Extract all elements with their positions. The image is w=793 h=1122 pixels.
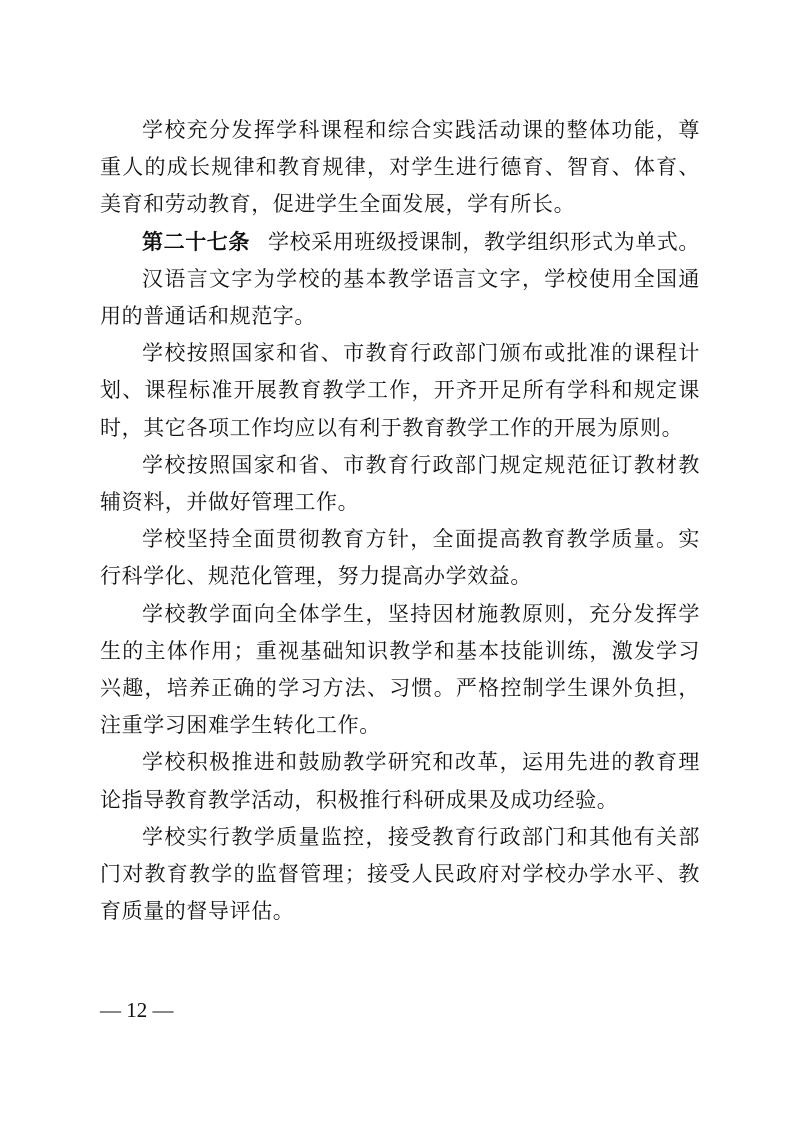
paragraph-7: 学校教学面向全体学生，坚持因材施教原则，充分发挥学生的主体作用；重视基础知识教学和基本技能训练，激发学习兴趣，培养正确的学习方法、习惯。严格控制学生课外负担，注重学习困难学生转化工作。 — [100, 601, 700, 738]
paragraph-5: 学校按照国家和省、市教育行政部门规定规范征订教材教辅资料，并做好管理工作。 — [100, 452, 700, 515]
document-body — [100, 112, 700, 930]
article-27-paragraph — [100, 224, 700, 261]
paragraph-6: 学校坚持全面贯彻教育方针，全面提高教育教学质量。实行科学化、规范化管理，努力提高办学效益。 — [100, 527, 700, 589]
article-heading: 第二十七条 — [142, 229, 250, 254]
page-number: — 12 — — [100, 998, 174, 1022]
article-27-text: 学校采用班级授课制，教学组织形式为单式。 — [268, 229, 700, 254]
paragraph-3: 汉语言文字为学校的基本教学语言文字，学校使用全国通用的普通话和规范字。 — [100, 266, 700, 329]
paragraph-1: 学校充分发挥学科课程和综合实践活动课的整体功能，尊重人的成长规律和教育规律，对学生进行德育、智育、体育、美育和劳动教育，促进学生全面发展，学有所长。 — [100, 118, 700, 217]
paragraph-9: 学校实行教学质量监控，接受教育行政部门和其他有关部门对教育教学的监督管理；接受人民政府对学校办学水平、教育质量的督导评估。 — [100, 824, 700, 924]
paragraph-8: 学校积极推进和鼓励教学研究和改革，运用先进的教育理论指导教育教学活动，积极推行科研成果及成功经验。 — [100, 750, 700, 812]
paragraph-4: 学校按照国家和省、市教育行政部门颁布或批准的课程计划、课程标准开展教育教学工作，开齐开足所有学科和规定课时，其它各项工作均应以有利于教育教学工作的开展为原则。 — [100, 341, 700, 440]
